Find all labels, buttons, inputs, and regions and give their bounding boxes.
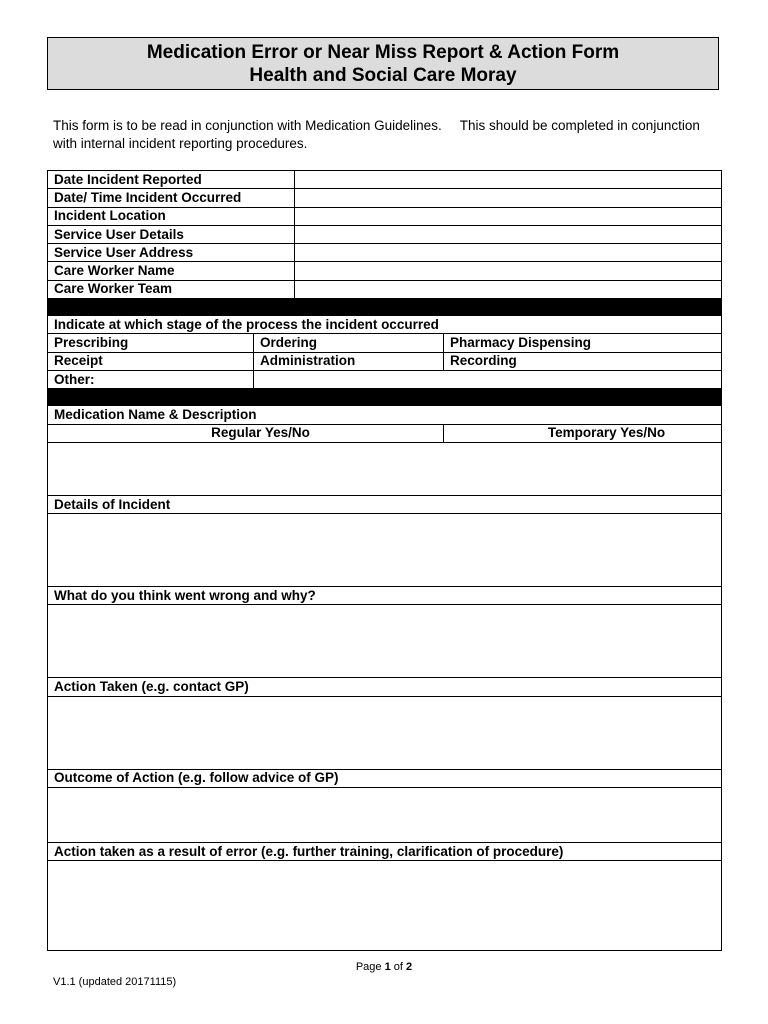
- label-date-reported: Date Incident Reported: [48, 171, 295, 189]
- row-stage-other: [48, 370, 722, 388]
- field-details-of-incident[interactable]: [48, 514, 722, 587]
- row-went-wrong-box: [48, 605, 722, 678]
- row-medication-heading: [48, 406, 722, 424]
- row-service-user-address: [48, 244, 722, 262]
- row-result-action-box: [48, 861, 722, 951]
- row-date-reported: [48, 171, 722, 189]
- label-care-worker-team: Care Worker Team: [48, 280, 295, 298]
- row-medication-box: [48, 442, 722, 495]
- field-result-action[interactable]: [48, 861, 722, 951]
- field-location[interactable]: [295, 207, 722, 225]
- option-ordering[interactable]: Ordering: [254, 334, 444, 352]
- form-title: Medication Error or Near Miss Report & Action Form: [146, 41, 620, 63]
- field-went-wrong[interactable]: [48, 605, 722, 678]
- field-date-reported[interactable]: [295, 171, 722, 189]
- option-administration[interactable]: Administration: [254, 352, 444, 370]
- form-title-box: [47, 37, 719, 90]
- option-other: Other:: [48, 370, 254, 388]
- field-service-user-details[interactable]: [295, 225, 722, 243]
- separator-bar: [48, 299, 722, 316]
- row-details-box: [48, 514, 722, 587]
- row-went-wrong-heading: [48, 587, 722, 605]
- row-location: [48, 207, 722, 225]
- details-heading: Details of Incident: [48, 495, 722, 513]
- option-recording[interactable]: Recording: [444, 352, 722, 370]
- result-action-heading: Action taken as a result of error (e.g. further training, clarification of procedure): [48, 843, 722, 861]
- report-form: [47, 170, 722, 951]
- row-service-user-details: [48, 225, 722, 243]
- row-details-heading: [48, 495, 722, 513]
- option-receipt[interactable]: Receipt: [48, 352, 254, 370]
- field-care-worker-name[interactable]: [295, 262, 722, 280]
- separator-bar: [48, 389, 722, 406]
- page-total: 2: [406, 961, 413, 973]
- form-subtitle: Health and Social Care Moray: [249, 64, 517, 86]
- row-outcome-box: [48, 788, 722, 843]
- field-other[interactable]: [254, 370, 722, 388]
- action-taken-heading: Action Taken (e.g. contact GP): [48, 678, 722, 696]
- intro-text: [53, 117, 718, 153]
- went-wrong-heading: What do you think went wrong and why?: [48, 587, 722, 605]
- page-of: of: [390, 961, 407, 973]
- row-action-taken-box: [48, 696, 722, 769]
- medication-heading: Medication Name & Description: [48, 406, 722, 424]
- row-result-action-heading: [48, 843, 722, 861]
- label-date-occurred: Date/ Time Incident Occurred: [48, 189, 295, 207]
- label-service-user-details: Service User Details: [48, 225, 295, 243]
- option-temporary[interactable]: Temporary Yes/No: [444, 424, 722, 442]
- field-care-worker-team[interactable]: [295, 280, 722, 298]
- row-care-worker-team: [48, 280, 722, 298]
- option-pharmacy-dispensing[interactable]: Pharmacy Dispensing: [444, 334, 722, 352]
- page-prefix: Page: [355, 961, 385, 973]
- row-medication-type: [48, 424, 722, 442]
- intro-part2: This should be completed in conjunction with internal incident reporting procedures.: [53, 118, 700, 151]
- option-regular[interactable]: Regular Yes/No: [48, 424, 444, 442]
- label-service-user-address: Service User Address: [48, 244, 295, 262]
- version-label: V1.1 (updated 20171115): [53, 976, 177, 988]
- field-outcome[interactable]: [48, 788, 722, 843]
- option-prescribing[interactable]: Prescribing: [48, 334, 254, 352]
- field-action-taken[interactable]: [48, 696, 722, 769]
- row-stage-2: [48, 352, 722, 370]
- stage-heading: Indicate at which stage of the process the incident occurred: [48, 316, 722, 334]
- field-service-user-address[interactable]: [295, 244, 722, 262]
- row-stage-heading: [48, 316, 722, 334]
- outcome-heading: Outcome of Action (e.g. follow advice of GP): [48, 769, 722, 787]
- page-number: [0, 961, 768, 973]
- intro-part1: This form is to be read in conjunction with Medication Guidelines.: [53, 118, 442, 133]
- row-action-taken-heading: [48, 678, 722, 696]
- field-date-occurred[interactable]: [295, 189, 722, 207]
- row-date-occurred: [48, 189, 722, 207]
- row-outcome-heading: [48, 769, 722, 787]
- field-medication-description[interactable]: [48, 442, 722, 495]
- label-care-worker-name: Care Worker Name: [48, 262, 295, 280]
- page-current: 1: [384, 961, 391, 973]
- row-stage-1: [48, 334, 722, 352]
- label-location: Incident Location: [48, 207, 295, 225]
- row-care-worker-name: [48, 262, 722, 280]
